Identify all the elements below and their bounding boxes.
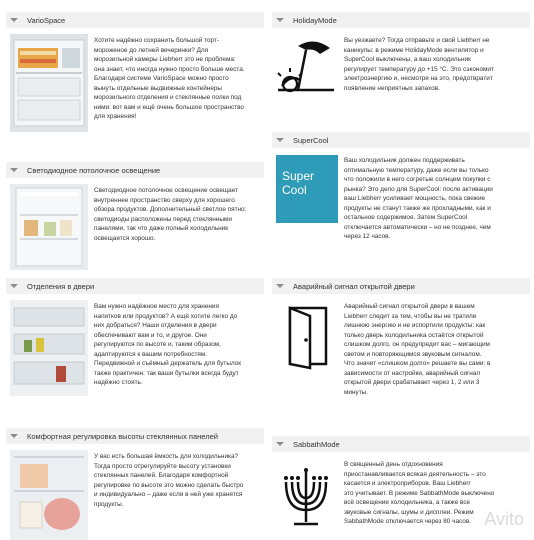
led-photo (10, 184, 88, 270)
badge-text: Super Cool (282, 169, 315, 197)
feature-door-alarm (272, 278, 530, 434)
feature-text: У вас есть большая ёмкость для холодильника? Тогда просто отрегулируйте высоту установки стеклянных панелей. Благодаря комфортной регулировке по высоте это можно сделать быстро и индивидуально – даже если в ней уже хранятся продукты. (94, 453, 244, 508)
supercool-badge (276, 155, 338, 223)
feature-supercool (272, 132, 530, 276)
feature-text: Вам нужно надёжное место для хранения напитков или продуктов? А ещё хотите легко до них добраться? Наши отделения в двери обеспечивают вам и то, и другое. Они регулируются по высоте и, таким образом, адаптируются к вашим потребностям. Передвижной и съёмный держатель для бутылок также практичен: так ваши бутылки всегда будут надёжно стоять. (94, 303, 242, 386)
feature-header[interactable] (272, 278, 530, 294)
feature-title: Отделения в двери (27, 281, 95, 291)
feature-header[interactable] (272, 12, 530, 28)
feature-holidaymode (272, 12, 530, 148)
feature-text: Ваш холодильник должен поддерживать оптимальную температуру, даже если вы только что положили в него согретые солнцем покупки с рынка? Это дело для SuperCool: после активации ваш Liebherr усиливает мощность, пока свежие продукты не станут также же прохладными, как и остальное содержимое. Затем SuperCool отключается автоматически – но не позднее, чем через 12 часов. (344, 157, 493, 240)
chevron-down-icon (10, 434, 18, 438)
feature-text: Аварийный сигнал открытой двери в вашем Liebherr следит за тем, чтобы вы не тратили лишнюю энергию и не испортили продукты: как только дверь холодильника остаётся открытой слишком долго, он предупредит вас – мигающим светом и повторяющимся звуковым сигналом. Что значит «слишком долго» решаете вы сами: в зависимости от настройки, аварийный сигнал открытой двери срабатывает через 1, 2 или 3 минуты. (344, 303, 491, 396)
chevron-down-icon (276, 18, 284, 22)
feature-header[interactable] (272, 132, 530, 148)
chevron-down-icon (10, 18, 18, 22)
chevron-down-icon (276, 442, 284, 446)
feature-door-shelves (6, 278, 264, 434)
feature-title: VarioSpace (27, 15, 66, 25)
feature-header[interactable] (6, 162, 264, 178)
feature-title: HolidayMode (293, 15, 337, 25)
variospace-photo (10, 34, 88, 132)
feature-text: Хотите надёжно сохранить большой торт- мороженое до летней вечеринки? Для морозильной камеры Liebherr это не проблема: она знает, что иногда нужно просто больше места. Благодаря системе VarioSpace можно просто вынуть отдельные выдвижные контейнеры морозильного отделения и стеклянные полки под ними: вот вам и ещё очень большое пространство для хранения! (94, 37, 245, 120)
open-door-icon (276, 304, 336, 370)
door-shelves-photo (10, 300, 88, 396)
glass-shelves-photo (10, 450, 88, 540)
feature-variospace (6, 12, 264, 148)
chevron-down-icon (10, 168, 18, 172)
chevron-down-icon (276, 138, 284, 142)
feature-text: В священный день отдохновения приостанавливается всякая деятельность – это касается и электроприборов. Ваш Liebherr это учитывает. В режиме SabbathMode выключено всё освещение холодильника, а также все звуковые сигналы, шумы и дисплеи. Режим SabbathMode отключается через 80 часов. (344, 461, 495, 525)
feature-text: Светодиодное потолочное освещение освещает внутреннее пространство сверху для хорошего обзора продуктов. Дополнительный светлое пятно: светодиоды расположены перед стеклянными панелями, так что даже полный холодильник освещается хорошо. (94, 187, 247, 242)
chevron-down-icon (276, 284, 284, 288)
feature-header[interactable] (6, 12, 264, 28)
feature-title: Комфортная регулировка высоты стеклянных панелей (27, 431, 218, 441)
chevron-down-icon (10, 284, 18, 288)
feature-title: Светодиодное потолочное освещение (27, 165, 161, 175)
beach-umbrella-icon (276, 34, 336, 94)
feature-text: Вы уезжаете? Тогда отправьте и свой Liebherr не каникулы: в режиме HolidayMode вентилятор и SuperCool выключены, а ваш холодильник регулирует температуру до +15 °C. Это сэкономит электроэнергию и, несмотря на это, предотвратит появление неприятных запахов. (344, 37, 494, 92)
menorah-icon (276, 462, 336, 532)
feature-header[interactable] (272, 436, 530, 452)
feature-header[interactable] (6, 428, 264, 444)
watermark: Avito (484, 509, 524, 529)
feature-glass-shelves (6, 428, 264, 540)
feature-title: SuperCool (293, 135, 329, 145)
feature-header[interactable] (6, 278, 264, 294)
feature-title: SabbathMode (293, 439, 340, 449)
feature-led-lighting (6, 162, 264, 288)
feature-title: Аварийный сигнал открытой двери (293, 281, 415, 291)
